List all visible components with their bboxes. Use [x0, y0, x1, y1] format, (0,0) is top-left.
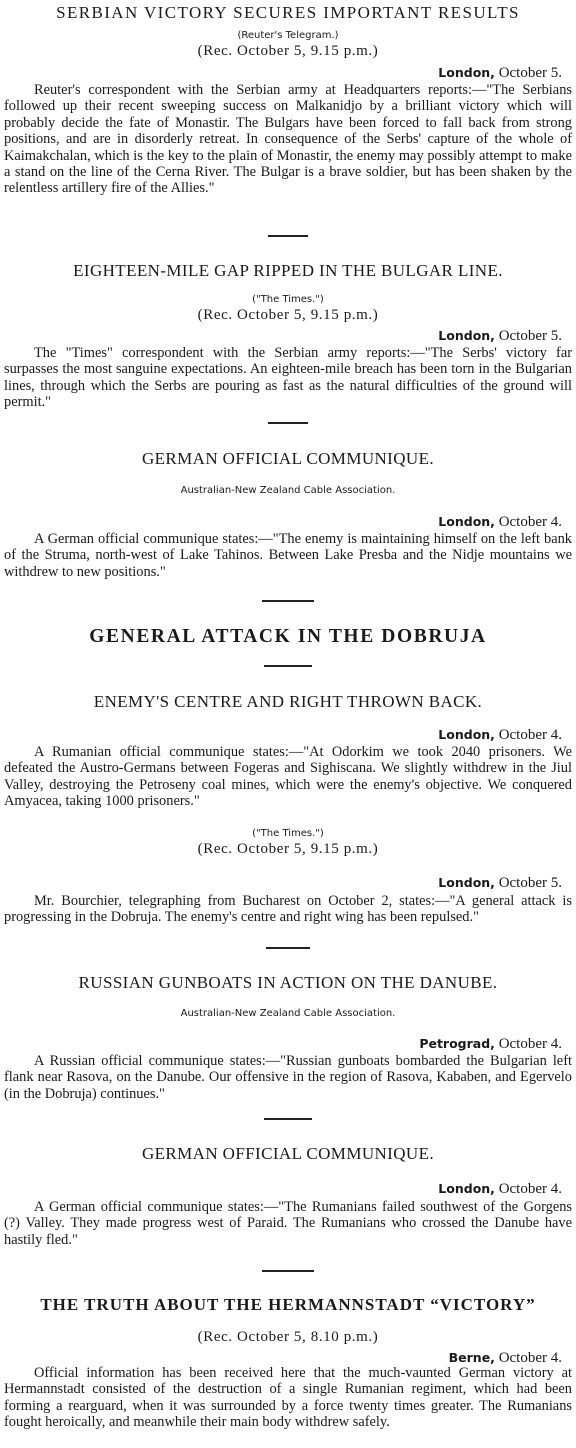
article-3-headline: GERMAN OFFICIAL COMMUNIQUE. — [141, 449, 435, 468]
article-7-text: Official information has been received here that the much-vaunted German victory at Hermannstadt consisted of the destruction of a single Rumanian regiment, which had been forming a rearguard, when it was surrounded by a force twenty times greater. The Rumanians fought heroically, and meanwhile their main body withdrew safely. — [4, 1365, 572, 1431]
article-2-body — [4, 345, 572, 411]
article-4b-text: Mr. Bourchier, telegraphing from Bucharest on October 2, states:—"A general attack is progressing in the Dobruja. The enemy's centre and right wing has been repulsed." — [4, 893, 572, 926]
separator-rule — [262, 600, 314, 602]
dateline-date: October 4. — [494, 514, 562, 530]
article-2-text: The "Times" correspondent with the Serbian army reports:—"The Serbs' victory far surpasses the most sanguine expectations. An eighteen-mile breach has been torn in the Bulgarian lines, through which the Serbs are pouring as fast as the natural difficulties of the ground will permit." — [4, 345, 572, 411]
article-2-source: ("The Times.") — [252, 294, 324, 305]
dateline-place: London, — [438, 875, 495, 890]
article-5-text: A Russian official communique states:—"Russian gunboats bombarded the Bulgarian left flank near Rasova, on the Danube. Our offensive in the region of Rasova, Kababen, and Egervelo (in the Dobruja) continues." — [4, 1053, 572, 1102]
dateline-place: Petrograd, — [419, 1036, 495, 1051]
article-1-headline: SERBIAN VICTORY SECURES IMPORTANT RESULTS — [56, 3, 520, 22]
article-4b-received: (Rec. October 5, 9.15 p.m.) — [197, 841, 379, 857]
dateline-place: London, — [438, 328, 495, 343]
separator-rule — [268, 422, 308, 424]
dateline-place: London, — [438, 514, 495, 529]
article-5-headline: RUSSIAN GUNBOATS IN ACTION ON THE DANUBE. — [78, 973, 498, 992]
article-5-body — [4, 1053, 572, 1102]
article-5-dateline — [419, 1037, 562, 1052]
article-6-headline: GERMAN OFFICIAL COMMUNIQUE. — [141, 1144, 435, 1163]
article-7-received: (Rec. October 5, 8.10 p.m.) — [197, 1329, 379, 1345]
article-1-text: Reuter's correspondent with the Serbian army at Headquarters reports:—"The Serbians followed up their recent sweeping success on Malkanidjo by a brilliant victory which will probably decide the fate of Monastir. The Bulgars have been forced to fall back from strong positions, and are in disorderly retreat. In consequence of the Serbs' capture of the whole of Kaimakchalan, which is the key to the plain of Monastir, the enemy may possibly attempt to make a stand on the line of the Cerna River. The Bulgar is a brave soldier, but has been shaken by the relentless artillery fire of the Allies." — [4, 82, 572, 197]
article-7-dateline — [449, 1351, 562, 1366]
article-5-source: Australian-New Zealand Cable Association. — [180, 1008, 396, 1019]
dateline-date: October 5. — [494, 875, 562, 891]
separator-rule — [264, 665, 312, 667]
article-1-received: (Rec. October 5, 9.15 p.m.) — [197, 43, 379, 59]
article-2-dateline — [438, 329, 562, 344]
major-headline: GENERAL ATTACK IN THE DOBRUJA — [89, 626, 487, 647]
article-4b-dateline — [438, 876, 562, 891]
dateline-date: October 4. — [494, 1036, 562, 1052]
dateline-place: London, — [438, 727, 495, 742]
dateline-date: October 4. — [494, 1181, 562, 1197]
article-4-body — [4, 744, 572, 810]
article-1-source: (Reuter's Telegram.) — [237, 30, 339, 41]
dateline-place: London, — [438, 65, 495, 80]
article-7-headline: THE TRUTH ABOUT THE HERMANNSTADT “VICTORY” — [40, 1295, 536, 1314]
article-4-text: A Rumanian official communique states:—"At Odorkim we took 2040 prisoners. We defeated the Austro-Germans between Fogeras and Sighiscana. We slightly withdrew in the Jiul Valley, destroying the Petroseny coal mines, which were the enemy's objective. We conquered Amyacea, taking 1000 prisoners." — [4, 744, 572, 810]
article-6-dateline — [438, 1182, 562, 1197]
separator-rule — [262, 1270, 314, 1272]
dateline-date: October 4. — [494, 727, 562, 743]
article-4b-body — [4, 893, 572, 926]
dateline-date: October 5. — [494, 328, 562, 344]
dateline-place: London, — [438, 1181, 495, 1196]
dateline-date: October 5. — [494, 65, 562, 81]
article-6-body — [4, 1199, 572, 1248]
article-3-body — [4, 531, 572, 580]
article-4-dateline — [438, 728, 562, 743]
dateline-date: October 4. — [494, 1350, 562, 1366]
article-3-source: Australian-New Zealand Cable Association. — [180, 485, 396, 496]
article-7-body — [4, 1365, 572, 1431]
article-3-text: A German official communique states:—"The enemy is maintaining himself on the left bank of the Struma, north-west of Lake Tahinos. Between Lake Presba and the Nidje mountains we withdrew to new positions." — [4, 531, 572, 580]
article-4b-source: ("The Times.") — [252, 828, 324, 839]
article-6-text: A German official communique states:—"The Rumanians failed southwest of the Gorgens (?) Valley. They made progress west of Paraid. The Rumanians who crossed the Danube have hastily fled." — [4, 1199, 572, 1248]
article-2-headline: EIGHTEEN-MILE GAP RIPPED IN THE BULGAR LINE. — [73, 261, 503, 280]
article-1-body — [4, 82, 572, 197]
dateline-place: Berne, — [448, 1350, 495, 1365]
separator-rule — [264, 1118, 312, 1120]
separator-rule — [268, 235, 308, 237]
article-3-dateline — [438, 515, 562, 530]
article-2-received: (Rec. October 5, 9.15 p.m.) — [197, 307, 379, 323]
article-1-dateline — [438, 66, 562, 81]
article-4-headline: ENEMY'S CENTRE AND RIGHT THROWN BACK. — [93, 692, 483, 711]
separator-rule — [266, 947, 310, 949]
